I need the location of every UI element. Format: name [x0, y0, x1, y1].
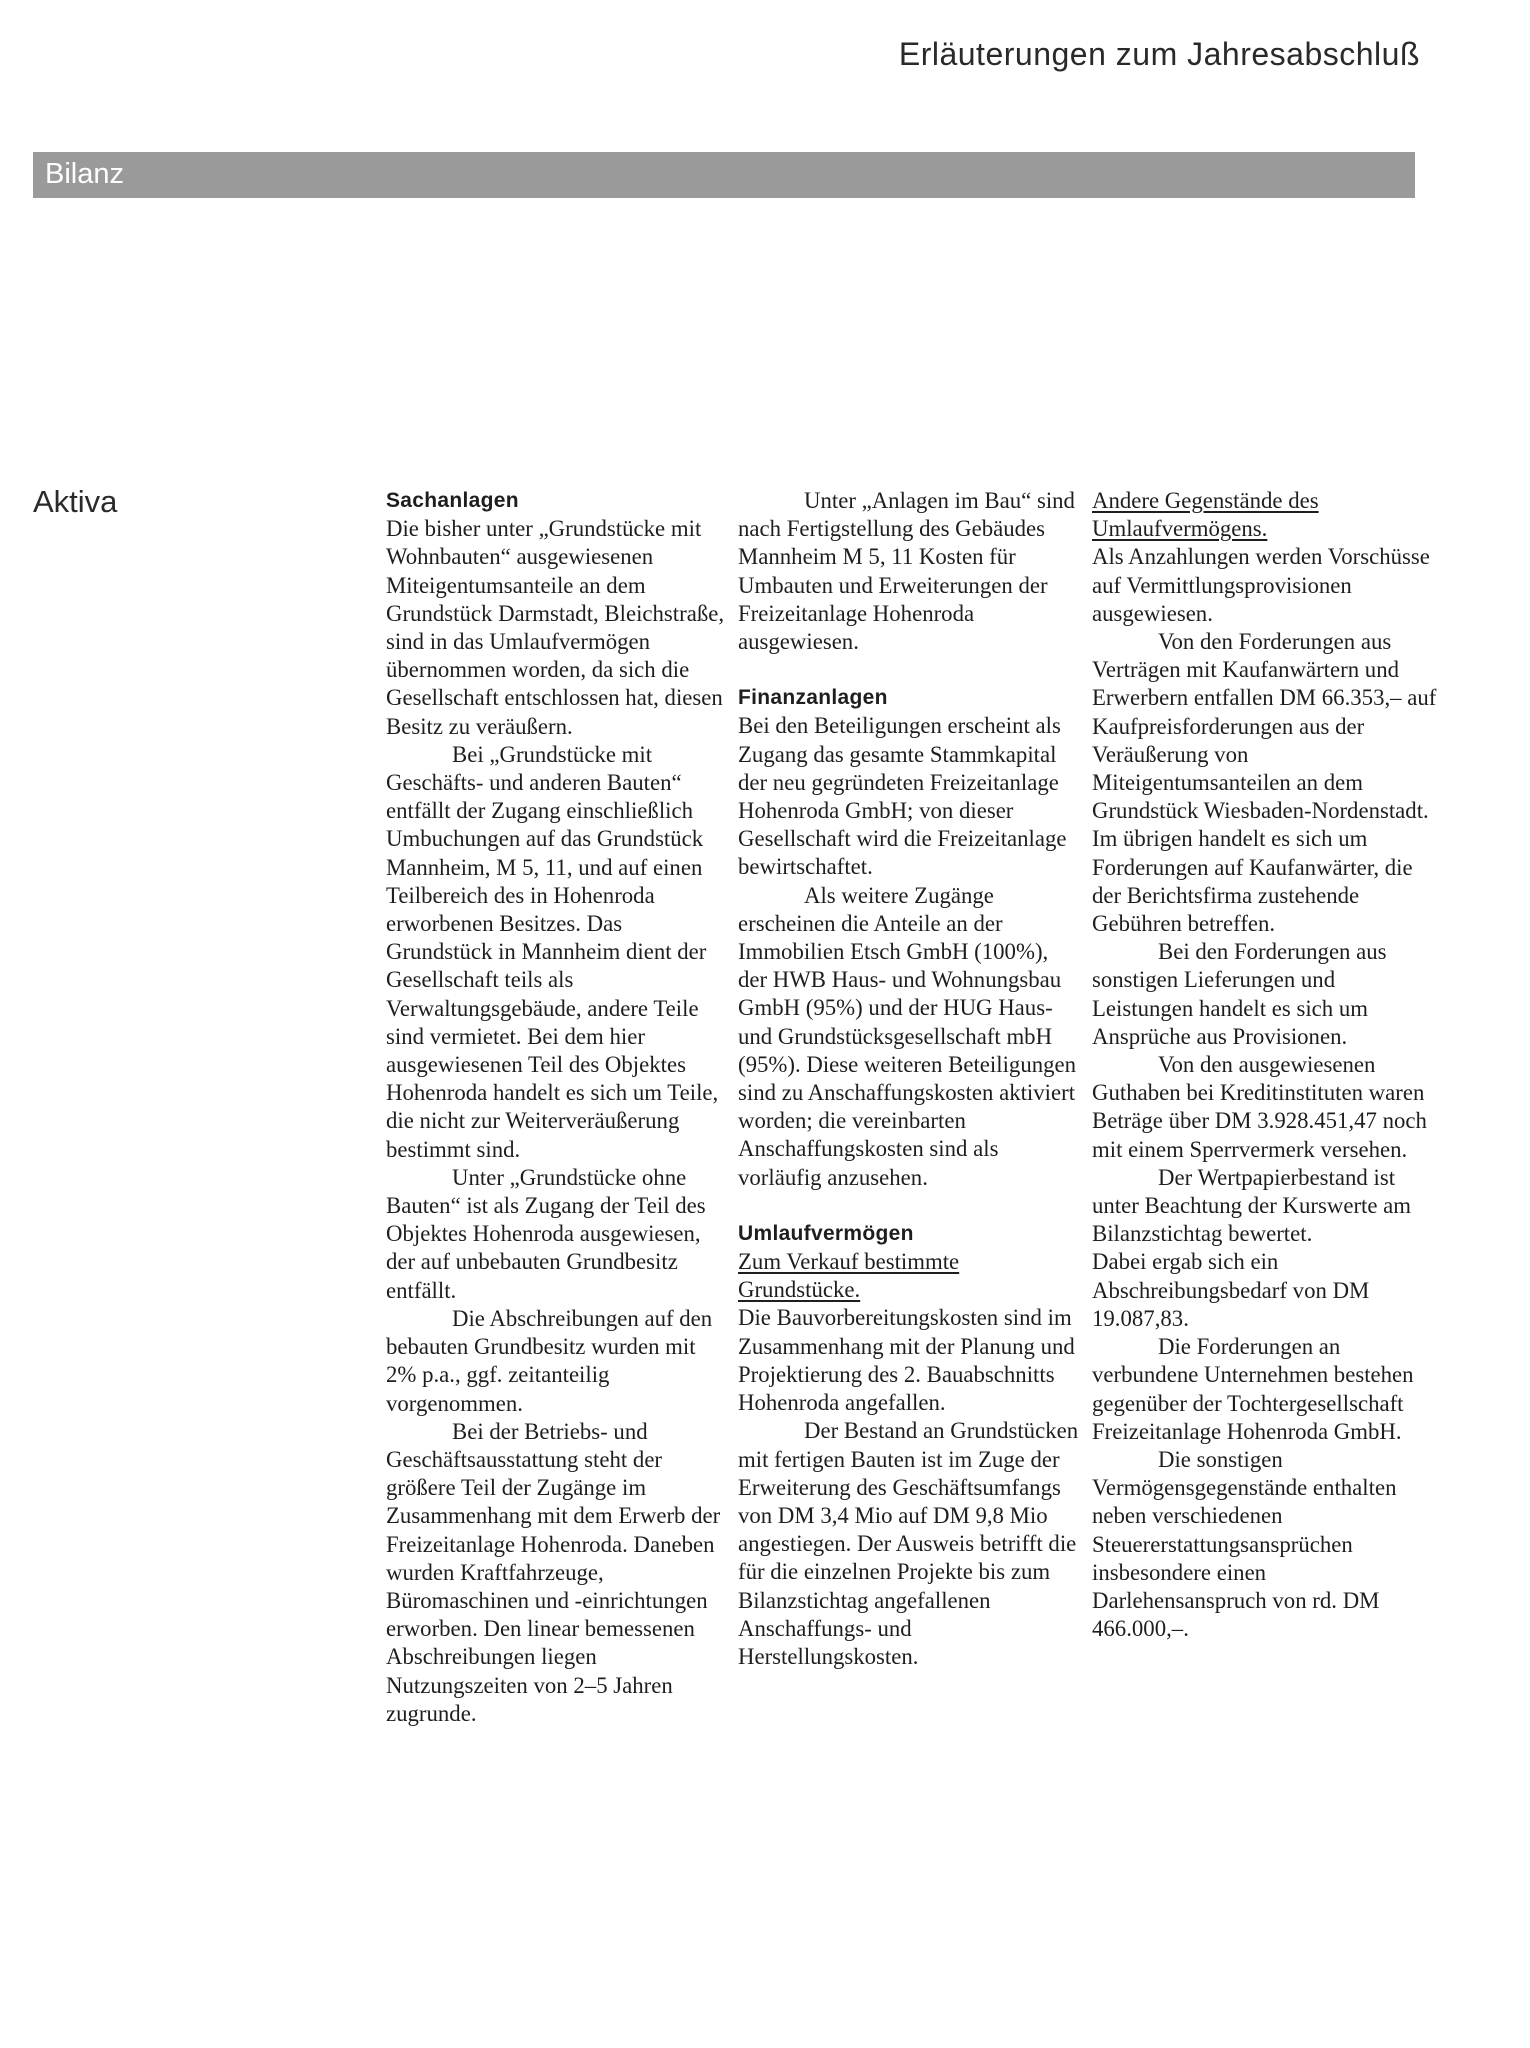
paragraph: Unter „Grundstücke ohne Bauten“ ist als Zugang der Teil des Objektes Hohenroda ausgewiesen, der auf unbebauten Grundbesitz entfällt.	[386, 1164, 706, 1303]
side-label: Aktiva	[33, 484, 118, 519]
page-title: Erläuterungen zum Jahresabschluß	[898, 36, 1420, 72]
paragraph: Der Bestand an Grundstücken mit fertigen Bauten ist im Zuge der Erweiterung des Geschäftsumfangs von DM 3,4 Mio auf DM 9,8 Mio angestiegen. Der Ausweis betrifft die für die einzelnen Projekte bis zum Bilanzstichtag angefallenen Anschaffungs- und Herstellungskosten.	[738, 1418, 1079, 1669]
section-heading: Umlaufvermögen	[738, 1221, 914, 1245]
paragraph: Die Forderungen an verbundene Unternehmen bestehen gegenüber der Tochtergesellschaft Freizeitanlage Hohenroda GmbH.	[1092, 1334, 1414, 1444]
paragraph: Die Bauvorbereitungskosten sind im Zusammenhang mit der Planung und Projektierung des 2. Bauabschnitts Hohenroda angefallen.	[738, 1305, 1075, 1416]
paragraph: Als weitere Zugänge erscheinen die Anteile an der Immobilien Etsch GmbH (100%), der HWB Haus- und Wohnungsbau GmbH (95%) und der HUG Haus- und Grundstücksgesellschaft mbH (95%). Diese weiteren Beteiligungen sind zu Anschaffungskosten aktiviert worden; die vereinbarten Anschaffungskosten sind als vorläufig anzusehen.	[738, 882, 1077, 1190]
paragraph: Dabei ergab sich ein Abschreibungsbedarf von DM 19.087,83.	[1092, 1249, 1370, 1331]
paragraph: Unter „Anlagen im Bau“ sind nach Fertigstellung des Gebäudes Mannheim M 5, 11 Kosten für Umbauten und Erweiterungen der Freizeitanlage Hohenroda ausgewiesen.	[738, 488, 1075, 655]
text-column-1	[386, 487, 731, 1728]
paragraph: Von den ausgewiesenen Guthaben bei Kreditinstituten waren Beträge über DM 3.928.451,47 noch mit einem Sperrvermerk versehen.	[1092, 1052, 1427, 1162]
section-heading: Sachanlagen	[386, 489, 519, 512]
section-heading: Finanzanlagen	[738, 686, 888, 710]
paragraph: Bei der Betriebs- und Geschäftsausstattung steht der größere Teil der Zugänge im Zusammenhang mit dem Erwerb der Freizeitanlage Hohenroda. Daneben wurden Kraftfahrzeuge, Büromaschinen und -einrichtungen erworben. Den linear bemessenen Abschreibungen liegen Nutzungszeiten von 2–5 Jahren zugrunde.	[386, 1418, 721, 1726]
text-column-2	[738, 487, 1083, 1671]
paragraph: Die bisher unter „Grundstücke mit Wohnbauten“ ausgewiesenen Miteigentumsanteile an dem Grundstück Darmstadt, Bleichstraße, sind in das Umlaufvermögen übernommen worden, da sich die Gesellschaft entschlossen hat, diesen Besitz zu veräußern.	[386, 516, 725, 739]
subheading: Zum Verkauf bestimmte Grundstücke.	[738, 1249, 960, 1303]
paragraph: Bei den Forderungen aus sonstigen Lieferungen und Leistungen handelt es sich um Ansprüche aus Provisionen.	[1092, 939, 1387, 1049]
text-column-3	[1092, 487, 1437, 1643]
paragraph: Die Abschreibungen auf den bebauten Grundbesitz wurden mit 2% p.a., ggf. zeitanteilig vorgenommen.	[386, 1305, 713, 1416]
paragraph: Die sonstigen Vermögensgegenstände enthalten neben verschiedenen Steuererstattungsansprüchen insbesondere einen Darlehensanspruch von rd. DM 466.000,–.	[1092, 1446, 1397, 1642]
paragraph: Von den Forderungen aus Verträgen mit Kaufanwärtern und Erwerbern entfallen DM 66.353,– auf Kaufpreisforderungen aus der Veräußerung von Miteigentumsanteilen an dem Grundstück Wiesbaden-Nordenstadt. Im übrigen handelt es sich um Forderungen auf Kaufanwärter, die der Berichtsfirma zustehende Gebühren betreffen.	[1092, 629, 1437, 937]
section-bar	[33, 152, 1415, 198]
subheading: Andere Gegenstände des Umlaufvermögens.	[1092, 488, 1319, 542]
paragraph: Bei den Beteiligungen erscheint als Zugang das gesamte Stammkapital der neu gegründeten Freizeitanlage Hohenroda GmbH; von dieser Gesellschaft wird die Freizeitanlage bewirtschaftet.	[738, 713, 1067, 880]
paragraph: Als Anzahlungen werden Vorschüsse auf Vermittlungsprovisionen ausgewiesen.	[1092, 544, 1430, 626]
paragraph: Der Wertpapierbestand ist unter Beachtung der Kurswerte am Bilanzstichtag bewertet.	[1092, 1164, 1412, 1247]
paragraph: Bei „Grundstücke mit Geschäfts- und anderen Bauten“ entfällt der Zugang einschließlich Umbuchungen auf das Grundstück Mannheim, M 5, 11, und auf einen Teilbereich des in Hohenroda erworbenen Besitzes. Das Grundstück in Mannheim dient der Gesellschaft teils als Verwaltungsgebäude, andere Teile sind vermietet. Bei dem hier ausgewiesenen Teil des Objektes Hohenroda handelt es sich um Teile, die nicht zur Weiterveräußerung bestimmt sind.	[386, 741, 719, 1162]
section-title: Bilanz	[45, 158, 124, 190]
